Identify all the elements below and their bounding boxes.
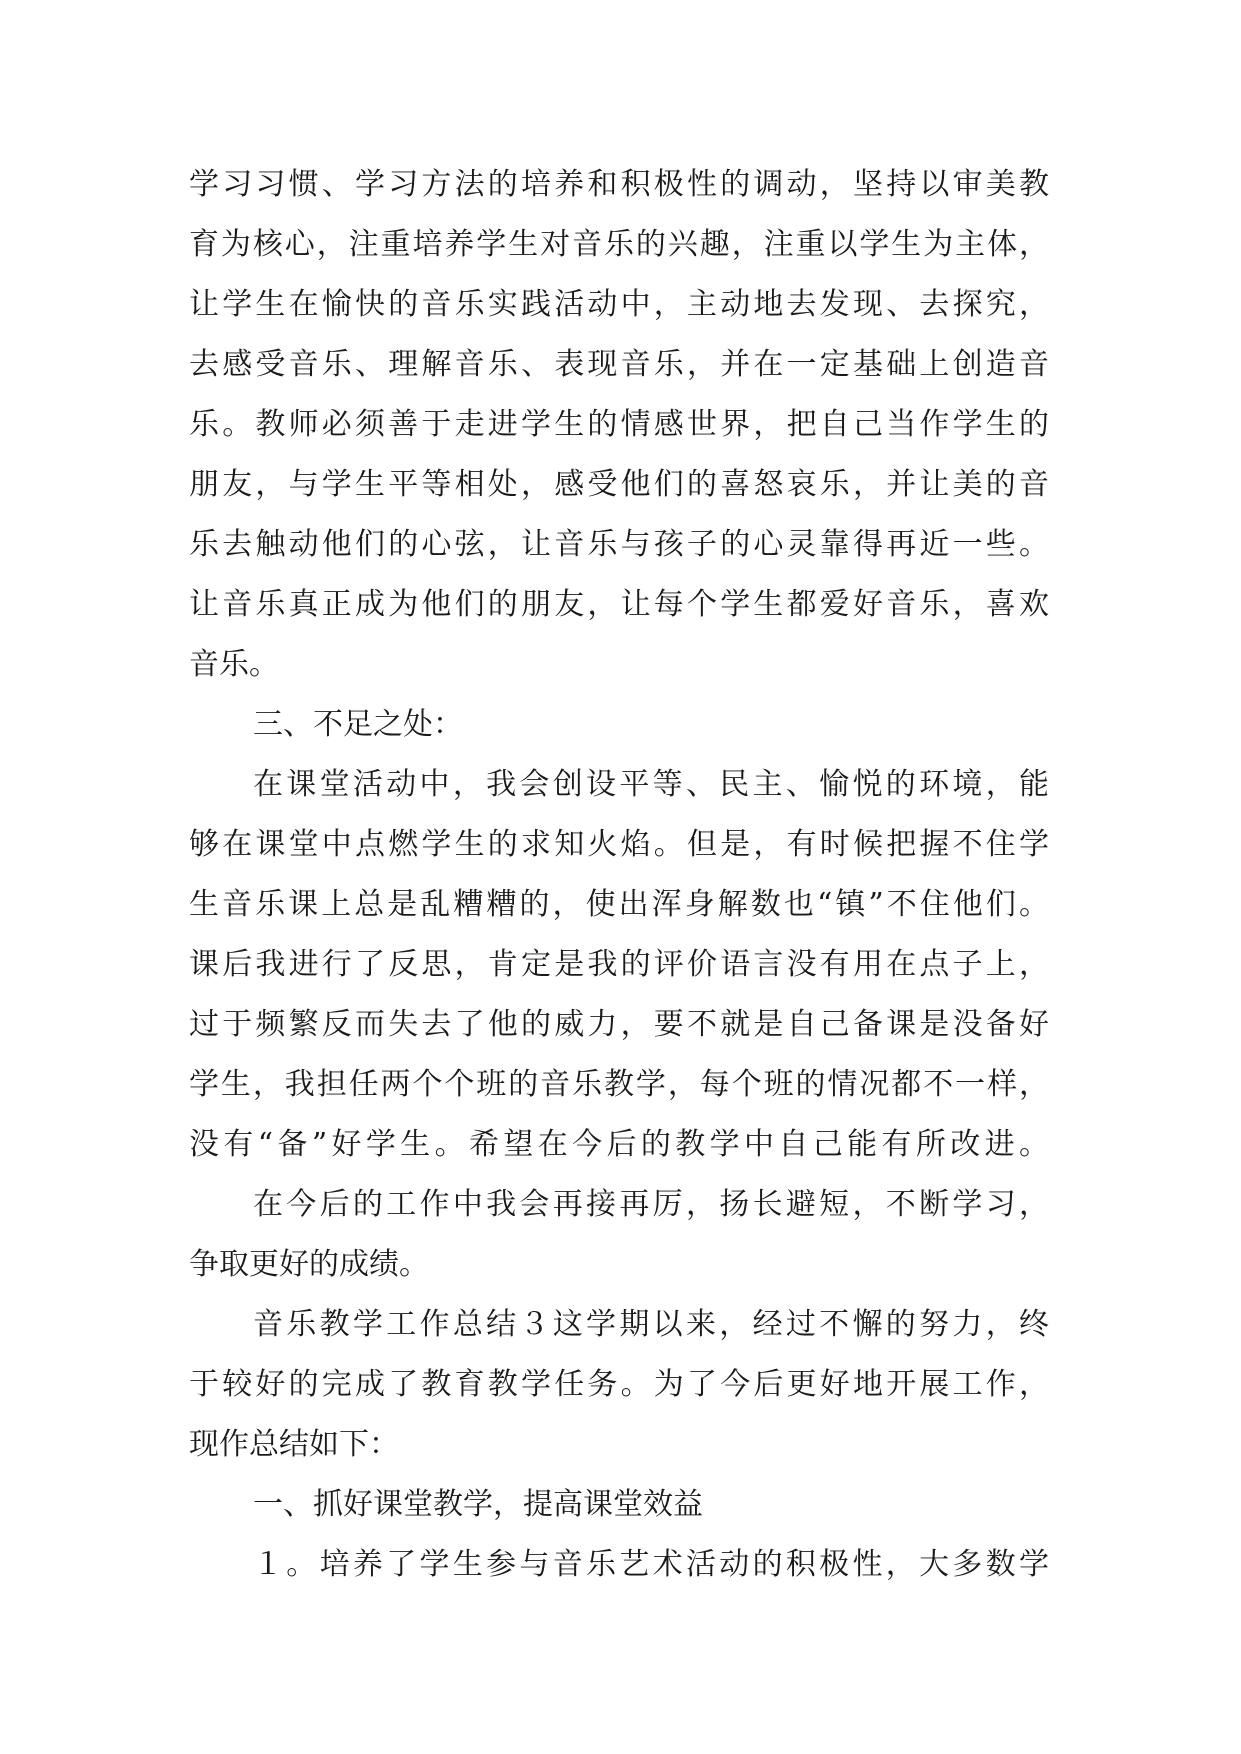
text-line: 课后我进行了反思，肯定是我的评价语言没有用在点子上，	[189, 947, 1049, 982]
text-line: 于较好的完成了教育教学任务。为了今后更好地开展工作，	[189, 1367, 1049, 1402]
text-line: 没有“备”好学生。希望在今后的教学中自己能有所改进。	[189, 1127, 1049, 1162]
text-line: 让音乐真正成为他们的朋友，让每个学生都爱好音乐，喜欢	[189, 587, 1049, 622]
text-line: 学习习惯、学习方法的培养和积极性的调动，坚持以审美教	[189, 167, 1049, 202]
text-line: 一、抓好课堂教学，提高课堂效益	[253, 1487, 703, 1522]
text-line: 去感受音乐、理解音乐、表现音乐，并在一定基础上创造音	[189, 347, 1049, 382]
text-line: 三、不足之处：	[253, 707, 463, 742]
text-line: 争取更好的成绩。	[189, 1247, 429, 1282]
text-line: 在课堂活动中，我会创设平等、民主、愉悦的环境，能	[253, 767, 1049, 802]
text-line: 让学生在愉快的音乐实践活动中，主动地去发现、去探究，	[189, 287, 1049, 322]
text-line: 乐去触动他们的心弦，让音乐与孩子的心灵靠得再近一些。	[189, 527, 1049, 562]
document-body	[189, 155, 1049, 1595]
text-line: 朋友，与学生平等相处，感受他们的喜怒哀乐，并让美的音	[189, 467, 1049, 502]
text-line: 现作总结如下：	[189, 1427, 399, 1462]
text-line: 音乐教学工作总结３这学期以来，经过不懈的努力，终	[253, 1307, 1049, 1342]
text-line: 乐。教师必须善于走进学生的情感世界，把自己当作学生的	[189, 407, 1049, 442]
text-line: 过于频繁反而失去了他的威力，要不就是自己备课是没备好	[189, 1007, 1049, 1042]
text-line: １。培养了学生参与音乐艺术活动的积极性，大多数学	[253, 1547, 1049, 1582]
text-line: 育为核心，注重培养学生对音乐的兴趣，注重以学生为主体，	[189, 227, 1049, 262]
text-line: 在今后的工作中我会再接再厉，扬长避短，不断学习，	[253, 1187, 1049, 1222]
text-line: 生音乐课上总是乱糟糟的，使出浑身解数也“镇”不住他们。	[189, 887, 1049, 922]
text-line: 够在课堂中点燃学生的求知火焰。但是，有时候把握不住学	[189, 827, 1049, 862]
text-line: 音乐。	[189, 647, 279, 682]
text-line: 学生，我担任两个个班的音乐教学，每个班的情况都不一样，	[189, 1067, 1049, 1102]
